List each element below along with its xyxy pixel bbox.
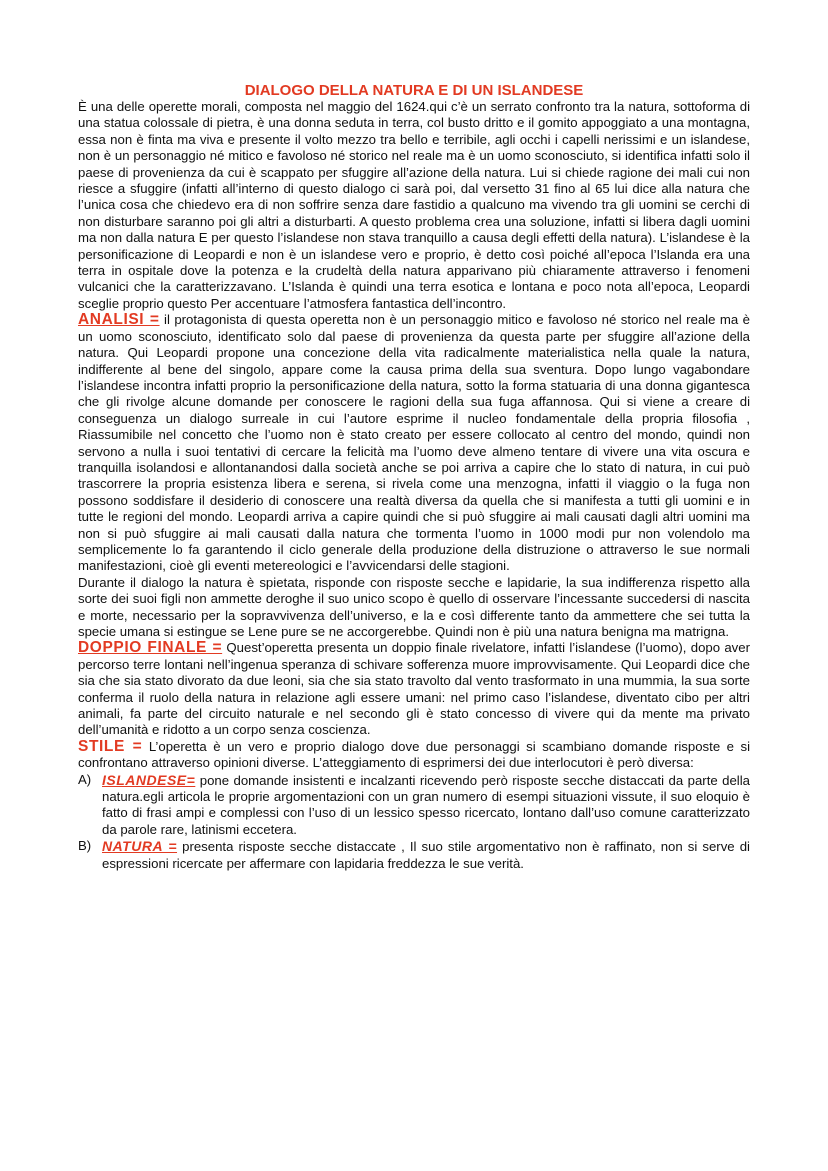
list-item-body xyxy=(102,838,750,872)
list-marker: A) xyxy=(78,771,92,787)
list-marker: B) xyxy=(78,838,92,854)
doppio-finale-section xyxy=(78,640,750,738)
doppio-finale-heading: DOPPIO FINALE = xyxy=(78,639,223,657)
list-item xyxy=(78,772,750,839)
analisi-paragraph-2: Durante il dialogo la natura è spietata, risponde con risposte secche e lapidarie, la sua indifferenza rispetto alla sorte dei suoi figli non ammette deroghe il suo unico scopo è quello di osservare l’incessante succedersi di nascita e morte, necessario per la sopravvivenza dell’universo, e la e così differente tanto da ammettere che sei tutta la specie umana si estingue se Lene pure se ne accorgerebbe. Quindi non è più una natura benigna ma matrigna. xyxy=(78,574,750,639)
list-item xyxy=(78,838,750,872)
analisi-heading: ANALISI = xyxy=(78,311,160,329)
document-page xyxy=(78,82,750,872)
stile-section xyxy=(78,739,750,772)
analisi-text: il protagonista di questa operetta non è un personaggio mitico e favoloso né storico nel reale ma è un uomo sconosciuto, identificato solo dal paese di provenienza da questa parte per sfuggire all’azione della natura. Qui Leopardi propone una concezione della vita radicalmente materialistica nella quale la natura, indifferente al bene del singolo, appare come la causa prima della sua sventura. Dopo lungo vagabondare l’islandese incontra infatti proprio la personificazione della natura, sotto la forma statuaria di una donna gigantesca che gli rivolge alcune domande per conoscere le ragioni della sua fuga affannosa. Qui si viene a creare di conseguenza un dialogo surreale in cui l’autore esprime il nucleo fondamentale della propria filosofia , Riassumibile nel concetto che l’uomo non è stato creato per essere collocato al centro del mondo, quindi non servono a nulla i suoi tentativi di cercare la felicità ma l’uomo deve almeno tentare di vivere una vita oscura e tranquilla isolandosi e allontanandosi dalla società anche se poi arriva a capire che lo stato di natura, in cui può trascorrere la propria esistenza libera e serena, si rivela come una menzogna, infatti il viaggio o la fuga non possono soddisfare il desiderio di conoscere una realtà diversa da quella che si manifesta a tutti gli uomini e in tutte le regioni del mondo. Leopardi arriva a capire quindi che si può sfuggire ai mali causati dagli altri uomini ma non si può sfuggire ai mali causati dalla natura che tormenta l’uomo in 1000 modi pur non volendolo ma semplicemente lo fa garantendo il ciclo generale della produzione della distruzione o attraverso le sue normali manifestazioni, cioè gli eventi metereologici e l’avvicendarsi delle stagioni. xyxy=(78,312,751,574)
stile-text: L’operetta è un vero e proprio dialogo dove due personaggi si scambiano domande risposte e si confrontano attraverso opinioni diverse. L’atteggiamento di esprimersi dei due interlocutori è però diversa: xyxy=(78,738,751,771)
natura-text: presenta risposte secche distaccate , Il suo stile argomentativo non è raffinato, non si serve di espressioni ricercate per affermare con lapidaria freddezza le sue verità. xyxy=(102,839,750,871)
stile-heading: STILE = xyxy=(78,737,143,755)
islandese-term: ISLANDESE= xyxy=(102,771,196,788)
doppio-finale-text: Quest’operetta presenta un doppio finale rivelatore, infatti l’islandese (l’uomo), dopo aver percorso terre lontani nell’ingenua speranza di schivare sofferenza muore improvvisamente. Qui Leopardi dice che sia che sia stato divorato da due leoni, sia che sia stato travolto dal vento trasformato in una mummia, la sua sorte conferma il ruolo della natura in relazione agli essere umani: nel primo caso l’islandese, diventato cibo per altri animali, fa parte del circuito naturale e nel secondo gli è stato concesso di vivere qui da mente ma privato dell’umanità e ridotto a un corpo senza coscienza. xyxy=(78,640,750,738)
islandese-text: pone domande insistenti e incalzanti ricevendo però risposte secche distaccati da parte della natura.egli articola le proprie argomentazioni con un gran numero di esempi situazioni vissute, il suo eloquio è fatto di frasi ampi e complessi con l’uso di un lessico spesso ricercato, lontano dall’uso comune caratterizzato da parole rare, latinismi eccetera. xyxy=(102,772,750,837)
intro-paragraph: È una delle operette morali, composta nel maggio del 1624.qui c’è un serrato confronto tra la natura, sottoforma di una statua colossale di pietra, è una donna seduta in terra, col busto dritto e il gomito appoggiato a una montagna, essa non è finta ma viva e presente il volto mezzo tra bello e terribile, agli occhi i capelli nerissimi e un islandese, non è un personaggio né mitico e favoloso né storico nel reale ma è un uomo sconosciuto, si identifica infatti solo il paese di provenienza da cui è scappato per sfuggire all’azione della natura. Lui si chiede ragione dei mali cui non riesce a sfuggire (infatti all’interno di questo dialogo ci sarà poi, dal versetto 31 fino al 65 lui dice alla natura che l’unica cosa che chiedevo era di non soffrire senza dare fastidio a qualcuno ma vivendo tra gli uomini se cerchi di non disturbare saranno poi gli altri a disturbarti. A questo problema crea una soluzione, infatti si libera dagli uomini ma non dalla natura E per questo l’islandese non stava tranquillo a causa degli effetti della natura). L’islandese è la personificazione di Leopardi e non è un islandese vero e proprio, è detto così poiché all’epoca l’Islanda era una terra in ospitale dove la potenza e la crudeltà della natura apparivano più chiaramente attraverso i fenomeni vulcanici che la caratterizzavano. L’Islanda è quindi una terra esotica e lontana e poco nota all’epoca, Leopardi sceglie proprio questo Per accentuare l’atmosfera fantastica dell’incontro. xyxy=(78,99,750,311)
stile-list xyxy=(78,772,750,872)
analisi-section xyxy=(78,312,750,575)
natura-term: NATURA = xyxy=(102,838,178,855)
document-title: DIALOGO DELLA NATURA E DI UN ISLANDESE xyxy=(244,82,584,99)
list-item-body xyxy=(102,772,750,839)
